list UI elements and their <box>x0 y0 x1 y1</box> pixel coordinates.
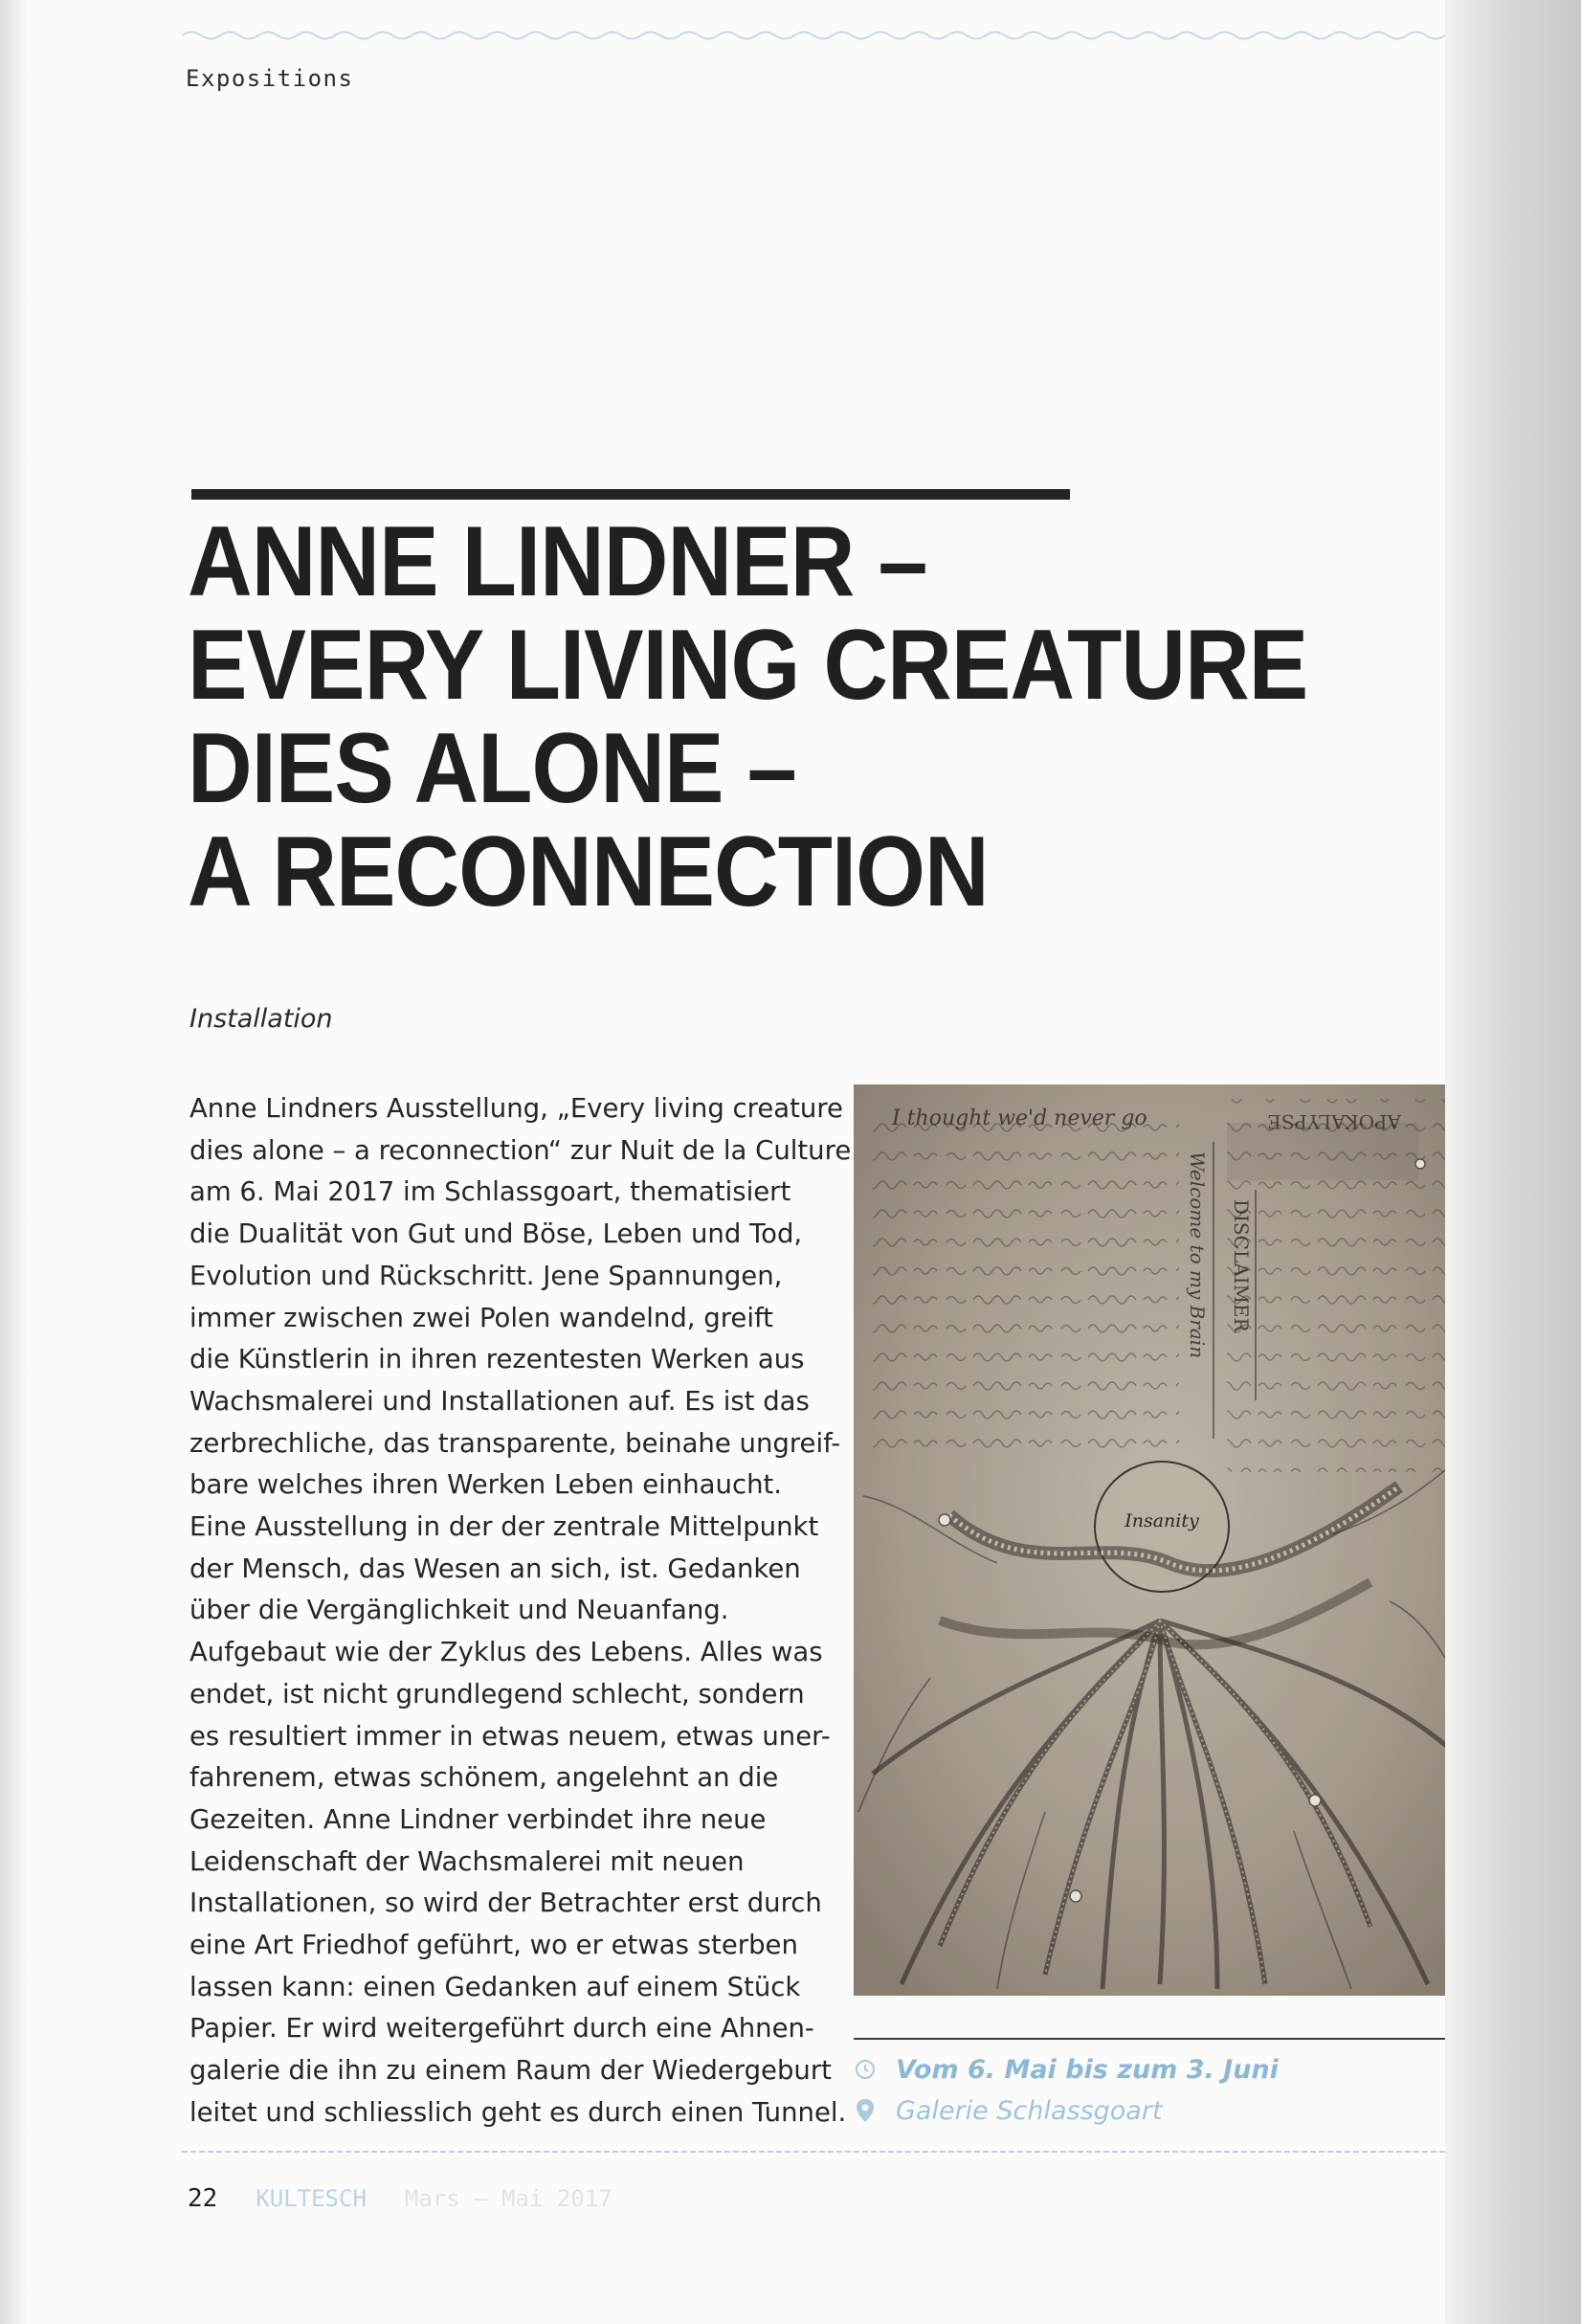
magazine-name: KULTESCH <box>256 2185 367 2212</box>
body-line: galerie die ihn zu einem Raum der Wiedergeburt <box>189 2055 832 2087</box>
body-line: eine Art Friedhof geführt, wo er etwas sterben <box>189 1930 798 1961</box>
body-line: dies alone – a reconnection“ zur Nuit de la Culture <box>189 1134 852 1166</box>
body-line: über die Vergänglichkeit und Neuanfang. <box>189 1595 729 1626</box>
body-line: Evolution und Rückschritt. Jene Spannungen, <box>189 1260 783 1291</box>
page-gutter-shadow <box>0 0 29 2324</box>
section-label: Expositions <box>186 65 354 92</box>
body-line: die Dualität von Gut und Böse, Leben und Tod, <box>189 1218 803 1250</box>
body-line: Installationen, so wird der Betrachter erst durch <box>189 1888 822 1919</box>
body-line: lassen kann: einen Gedanken auf einem Stück <box>189 1971 801 2002</box>
body-line: Papier. Er wird weitergeführt durch eine Ahnen- <box>189 2013 814 2045</box>
article-subtitle: Installation <box>189 1004 333 1034</box>
info-rule <box>854 2038 1474 2040</box>
body-line: Eine Ausstellung in der der zentrale Mittelpunkt <box>189 1511 819 1543</box>
page-number: 22 <box>188 2184 218 2213</box>
body-line: endet, ist nicht grundlegend schlecht, sondern <box>189 1678 805 1709</box>
page-edge-shadow <box>1445 0 1581 2324</box>
article-title <box>188 506 1342 927</box>
location-pin-icon <box>854 2099 877 2122</box>
body-line: leitet und schliesslich geht es durch einen Tunnel. <box>189 2096 847 2128</box>
artwork-illustration <box>854 1084 1474 1996</box>
clock-icon <box>854 2058 877 2081</box>
body-line: Aufgebaut wie der Zyklus des Lebens. Alles was <box>189 1637 823 1668</box>
body-line: bare welches ihren Werken Leben einhaucht. <box>189 1469 783 1501</box>
body-line: fahrenem, etwas schönem, angelehnt an die <box>189 1762 779 1794</box>
article-title-line: A RECONNECTION <box>188 816 989 927</box>
artwork-handwriting: DISCLAIMER <box>1230 1199 1253 1332</box>
artwork-handwriting: I thought we'd never go <box>892 1106 1147 1130</box>
body-line: der Mensch, das Wesen an sich, ist. Gedanken <box>189 1553 801 1584</box>
article-title-line: EVERY LIVING CREATURE <box>188 610 1308 721</box>
event-venue-row <box>854 2091 1279 2130</box>
artwork-image <box>854 1084 1474 1996</box>
article-body <box>189 1088 852 2134</box>
artwork-handwriting: Welcome to my Brain <box>1186 1151 1209 1359</box>
body-line: immer zwischen zwei Polen wandelnd, greift <box>189 1302 773 1333</box>
event-info <box>854 2050 1279 2130</box>
article-title-line: DIES ALONE – <box>188 713 796 824</box>
page-footer <box>188 2184 612 2213</box>
article-title-line: ANNE LINDNER – <box>188 506 927 617</box>
decorative-wavy-rule <box>182 27 1469 44</box>
body-line: Anne Lindners Ausstellung, „Every living creature <box>189 1093 843 1124</box>
title-rule <box>191 489 1070 500</box>
issue-date: Mars – Mai 2017 <box>404 2185 612 2212</box>
body-line: zerbrechliche, das transparente, beinahe ungreif- <box>189 1427 841 1459</box>
artwork-handwriting: Insanity <box>1125 1510 1199 1531</box>
body-line: es resultiert immer in etwas neuem, etwas uner- <box>189 1720 831 1752</box>
body-line: Gezeiten. Anne Lindner verbindet ihre neue <box>189 1803 767 1835</box>
artwork-handwriting: APOKALYPSE <box>1267 1110 1401 1133</box>
event-date: Vom 6. Mai bis zum 3. Juni <box>896 2054 1279 2085</box>
body-line: die Künstlerin in ihren rezentesten Werken aus <box>189 1344 805 1375</box>
event-venue: Galerie Schlassgoart <box>896 2095 1163 2126</box>
event-date-row <box>854 2050 1279 2089</box>
body-line: Wachsmalerei und Installationen auf. Es ist das <box>189 1385 810 1417</box>
body-line: Leidenschaft der Wachsmalerei mit neuen <box>189 1845 745 1877</box>
footer-rule <box>182 2151 1469 2153</box>
body-line: am 6. Mai 2017 im Schlassgoart, thematisiert <box>189 1176 791 1208</box>
